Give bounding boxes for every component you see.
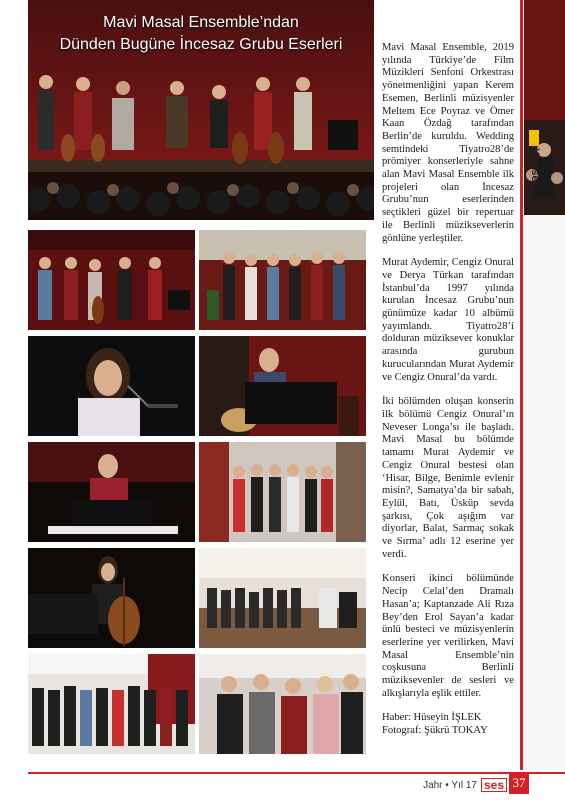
photo-keyboardist xyxy=(28,442,195,542)
article-paragraph-3: İki bölümden oluşan konserin ilk bölümü Cengiz Onural’ın Neveser Longa’sı ile başladı. Mavi Masal bu bölümde tamamı Murat Aydemir ve Cengiz Onural bestesi olan ‘Hisar, Bilge, Benimle evlenir misin?, Samatya’da bir sabah, Eylül, Batı, Üsküp sevda şarkısı, Çok aşığım var diyorlar, Balat, Sarmaç sokak ve Sırma’ adlı 12 eserine yer verdi. xyxy=(382,396,514,560)
article-paragraph-2: Murat Aydemir, Cengiz Onural ve Derya Türkan tarafından İstanbul’da 1997 yılında kurulan İncesaz Grubu’nun günümüze kadar 10 albümü yayımlandı. Tiyatro28’i dolduran müziksever konuklar arasında gurubun kurucularından Murat Aydemir ve Cengiz Onural’da vardı. xyxy=(382,257,514,383)
article-credits xyxy=(382,712,514,737)
footer-info xyxy=(423,778,507,792)
issue-label: Jahr • Yıl 17 xyxy=(423,779,477,791)
photo-audience-wide xyxy=(28,654,195,754)
article-body xyxy=(382,42,514,738)
article-paragraph-4: Konseri ikinci bölümünde Necip Celal’den Dramalı Hasan’a; Kaptanzade Ali Rıza Bey’den Erol Sayan’a kadar ünlü besteci ve müzisyenlerin eserlerine yer verilirken, Mavi Masal Ensemble’nin coşkusuna Berlinli müziksevenler de sesleri ve alkışlarıyla eşlik ettiler. xyxy=(382,573,514,699)
photo-family-group xyxy=(199,654,366,754)
photo-crowd-hall xyxy=(199,548,366,648)
section-label-text: Konser xyxy=(529,148,541,186)
photo-singer xyxy=(28,336,195,436)
article-paragraph-1: Mavi Masal Ensemble, 2019 yılında Türkiye’de Film Müzikleri Senfoni Orkestrası yönetmenliğini yapan Kerem Esemen, Berlinli müzisyenler Meltem Ece Poyraz ve Ömer Kaan Özdağ tarafından Berlin’de kuruldu. Wedding semtindeki Tiyatro28’de prömiyer konserleriyle sahne alan Mavi Masal Ensemble ilk projeleri olan İncesaz Grubu’nun eserlerinden seçtikleri güzel bir repertuar ile Berlinli müzikseverlerin gönlüne yerleştiler. xyxy=(382,42,514,244)
credit-photo: Fotograf: Şükrü TOKAY xyxy=(382,725,488,737)
hero-photo xyxy=(28,0,374,220)
hero-title-line-2: Dünden Bugüne İncesaz Grubu Eserleri xyxy=(59,36,343,53)
page-number: 37 xyxy=(509,772,529,794)
photo-group-portrait xyxy=(199,230,366,330)
photo-cellist xyxy=(28,548,195,648)
section-accent xyxy=(529,130,539,146)
sidebar-accent-line xyxy=(520,0,523,770)
photo-audience-group xyxy=(199,442,366,542)
hero-title-line-1: Mavi Masal Ensemble’ndan xyxy=(103,14,299,31)
brand-logo: ses xyxy=(481,778,507,792)
photo-band-stage xyxy=(28,230,195,330)
footer-rule xyxy=(28,772,565,774)
photo-guitarist xyxy=(199,336,366,436)
credit-news: Haber: Hüseyin İŞLEK xyxy=(382,712,482,724)
hero-title xyxy=(28,12,374,56)
section-label xyxy=(529,130,539,220)
